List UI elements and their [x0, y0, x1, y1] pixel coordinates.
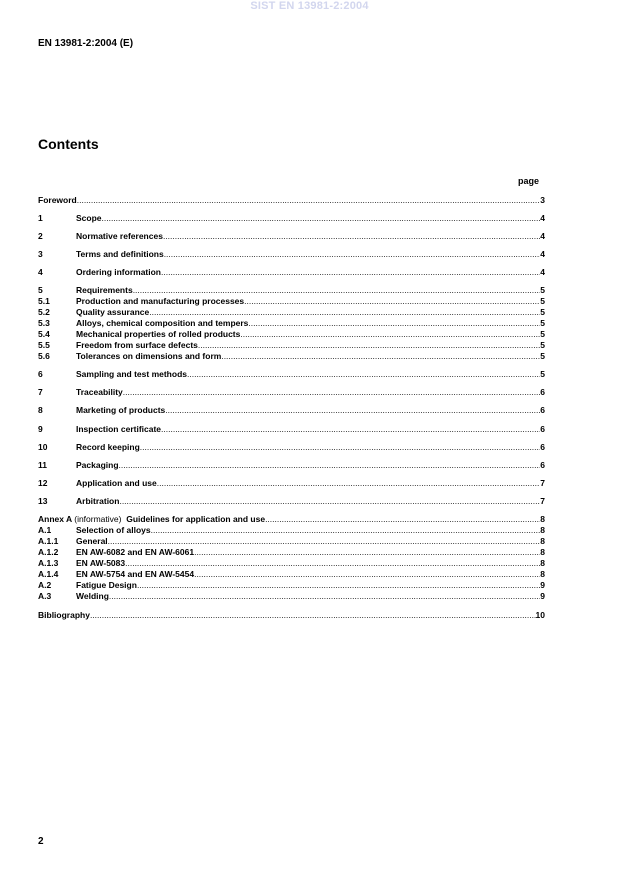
toc-entry-number: A.1.3	[38, 558, 59, 568]
toc-entry-number: 6	[38, 369, 43, 379]
toc-entry-number: A.2	[38, 580, 52, 590]
toc-leader-dots	[123, 387, 540, 398]
toc-leader-dots	[265, 514, 540, 525]
toc-entry-number: 10	[38, 442, 48, 452]
toc-entry-number: 5.4	[38, 329, 50, 339]
toc-entry-page: 6	[540, 387, 545, 397]
toc-entry-number: A.3	[38, 591, 52, 601]
toc-entry-label: Welding	[76, 591, 109, 601]
toc-leader-dots	[194, 547, 540, 558]
toc-entry-annex-a[interactable]	[38, 514, 545, 525]
toc-leader-dots	[137, 580, 540, 591]
toc-entry-label: Record keeping	[76, 442, 140, 452]
toc-entry-page: 8	[540, 525, 545, 535]
toc-entry-page: 7	[540, 496, 545, 506]
toc-entry-number: 12	[38, 478, 48, 488]
toc-entry[interactable]	[38, 569, 545, 580]
toc-entry-page: 5	[540, 351, 545, 361]
toc-entry-label: Fatigue Design	[76, 580, 137, 590]
toc-entry[interactable]	[38, 213, 545, 224]
toc-leader-dots	[198, 340, 540, 351]
toc-entry-number: 4	[38, 267, 43, 277]
toc-entry[interactable]	[38, 580, 545, 591]
toc-entry-bibliography[interactable]	[38, 610, 545, 621]
toc-entry-page: 5	[540, 307, 545, 317]
toc-entry-number: A.1.1	[38, 536, 59, 546]
toc-leader-dots	[194, 569, 540, 580]
toc-entry-label: Selection of alloys	[76, 525, 151, 535]
toc-entry[interactable]	[38, 405, 545, 416]
toc-entry-page: 8	[540, 514, 545, 524]
toc-entry-number: A.1.4	[38, 569, 59, 579]
toc-entry[interactable]	[38, 387, 545, 398]
toc-entry-label: Annex A (informative) Guidelines for application and use	[38, 514, 266, 524]
toc-leader-dots	[187, 369, 540, 380]
toc-entry-number: 3	[38, 249, 43, 259]
toc-entry-page: 5	[540, 340, 545, 350]
toc-leader-dots	[244, 296, 540, 307]
toc-entry-label: Traceability	[76, 387, 123, 397]
document-id: EN 13981-2:2004 (E)	[38, 38, 134, 49]
toc-entry-page: 6	[540, 405, 545, 415]
toc-entry-label: Requirements	[76, 285, 133, 295]
toc-entry-label: Marketing of products	[76, 405, 166, 415]
toc-entry-page: 6	[540, 460, 545, 470]
toc-entry-label: EN AW-5754 and EN AW-5454	[76, 569, 195, 579]
toc-entry-label: Foreword	[38, 195, 77, 205]
toc-entry-page: 8	[540, 569, 545, 579]
toc-leader-dots	[149, 307, 540, 318]
toc-entry[interactable]	[38, 525, 545, 536]
contents-title: Contents	[38, 136, 99, 152]
toc-entry-label: Scope	[76, 213, 102, 223]
toc-entry[interactable]	[38, 267, 545, 278]
toc-leader-dots	[248, 318, 540, 329]
toc-entry[interactable]	[38, 307, 545, 318]
toc-entry-number: 11	[38, 460, 47, 470]
toc-entry-label: EN AW-5083	[76, 558, 126, 568]
toc-entry-page: 4	[540, 267, 545, 277]
toc-leader-dots	[240, 329, 540, 340]
toc-entry-label: Quality assurance	[76, 307, 150, 317]
toc-entry-label: Alloys, chemical composition and tempers	[76, 318, 249, 328]
toc-leader-dots	[161, 267, 540, 278]
toc-entry-label: Ordering information	[76, 267, 161, 277]
toc-entry-page: 4	[540, 231, 545, 241]
toc-entry-label: Packaging	[76, 460, 119, 470]
toc-entry-label: Inspection certificate	[76, 424, 162, 434]
toc-entry-number: 5.1	[38, 296, 50, 306]
toc-entry-page: 9	[540, 591, 545, 601]
toc-entry-number: 5.5	[38, 340, 50, 350]
toc-entry-page: 3	[540, 195, 545, 205]
toc-entry-page: 7	[540, 478, 545, 488]
toc-leader-dots	[77, 195, 541, 206]
toc-entry-label: Production and manufacturing processes	[76, 296, 245, 306]
toc-entry[interactable]	[38, 547, 545, 558]
toc-entry[interactable]	[38, 369, 545, 380]
toc-entry-number: 5	[38, 285, 43, 295]
toc-leader-dots	[133, 285, 541, 296]
toc-entry-label: Normative references	[76, 231, 163, 241]
toc-entry[interactable]	[38, 536, 545, 547]
toc-entry-number: 2	[38, 231, 43, 241]
toc-entry[interactable]	[38, 329, 545, 340]
toc-entry[interactable]	[38, 296, 545, 307]
toc-leader-dots	[164, 249, 541, 260]
toc-entry-page: 8	[540, 536, 545, 546]
toc-leader-dots	[161, 424, 540, 435]
toc-entry[interactable]	[38, 231, 545, 242]
toc-leader-dots	[140, 442, 540, 453]
toc-entry-label: Mechanical properties of rolled products	[76, 329, 241, 339]
toc-entry-label: Bibliography	[38, 610, 90, 620]
toc-entry[interactable]	[38, 478, 545, 489]
toc-entry-number: 13	[38, 496, 48, 506]
toc-entry[interactable]	[38, 351, 545, 362]
toc-entry[interactable]	[38, 591, 545, 602]
toc-entry-label: Terms and definitions	[76, 249, 164, 259]
toc-entry-foreword[interactable]	[38, 195, 545, 206]
toc-entry-page: 4	[540, 213, 545, 223]
toc-entry-page: 5	[540, 296, 545, 306]
toc-entry[interactable]	[38, 424, 545, 435]
toc-entry-page: 5	[540, 369, 545, 379]
toc-leader-dots	[163, 231, 540, 242]
toc-entry[interactable]	[38, 442, 545, 453]
toc-entry-page: 5	[540, 318, 545, 328]
toc-entry-number: 7	[38, 387, 43, 397]
toc-entry-label: General	[76, 536, 108, 546]
toc-leader-dots	[221, 351, 540, 362]
toc-entry[interactable]	[38, 318, 545, 329]
toc-leader-dots	[119, 496, 540, 507]
toc-leader-dots	[102, 213, 541, 224]
toc-leader-dots	[119, 460, 541, 471]
toc-entry-page: 6	[540, 442, 545, 452]
page-number: 2	[38, 836, 44, 847]
toc-entry-page: 5	[540, 329, 545, 339]
toc-entry-number: A.1	[38, 525, 52, 535]
toc-leader-dots	[157, 478, 541, 489]
toc-leader-dots	[125, 558, 540, 569]
toc-leader-dots	[165, 405, 540, 416]
toc-entry[interactable]	[38, 460, 545, 471]
toc-entry[interactable]	[38, 249, 545, 260]
toc-entry-page: 10	[535, 610, 545, 620]
toc-leader-dots	[151, 525, 541, 536]
toc-entry-label: Application and use	[76, 478, 157, 488]
toc-entry-number: 1	[38, 213, 43, 223]
toc-entry-label: EN AW-6082 and EN AW-6061	[76, 547, 195, 557]
page-column-label: page	[518, 176, 540, 186]
toc-entry-label: Freedom from surface defects	[76, 340, 198, 350]
toc-entry-number: 9	[38, 424, 43, 434]
toc-entry[interactable]	[38, 558, 545, 569]
toc-entry-number: 5.3	[38, 318, 50, 328]
toc-entry[interactable]	[38, 496, 545, 507]
toc-entry-page: 8	[540, 558, 545, 568]
toc-entry-label: Tolerances on dimensions and form	[76, 351, 222, 361]
toc-leader-dots	[109, 591, 540, 602]
toc-entry-page: 4	[540, 249, 545, 259]
toc-entry[interactable]	[38, 340, 545, 351]
toc-entry-label: Sampling and test methods	[76, 369, 187, 379]
toc-leader-dots	[108, 536, 541, 547]
toc-entry-page: 9	[540, 580, 545, 590]
toc-entry-number: A.1.2	[38, 547, 59, 557]
toc-entry-number: 5.2	[38, 307, 50, 317]
toc-entry-number: 8	[38, 405, 43, 415]
toc-entry[interactable]	[38, 285, 545, 296]
toc-entry-page: 6	[540, 424, 545, 434]
toc-entry-number: 5.6	[38, 351, 50, 361]
toc-leader-dots	[90, 610, 536, 621]
watermark: SIST EN 13981-2:2004	[250, 0, 369, 12]
toc-entry-page: 8	[540, 547, 545, 557]
toc-entry-label: Arbitration	[76, 496, 120, 506]
toc-entry-page: 5	[540, 285, 545, 295]
